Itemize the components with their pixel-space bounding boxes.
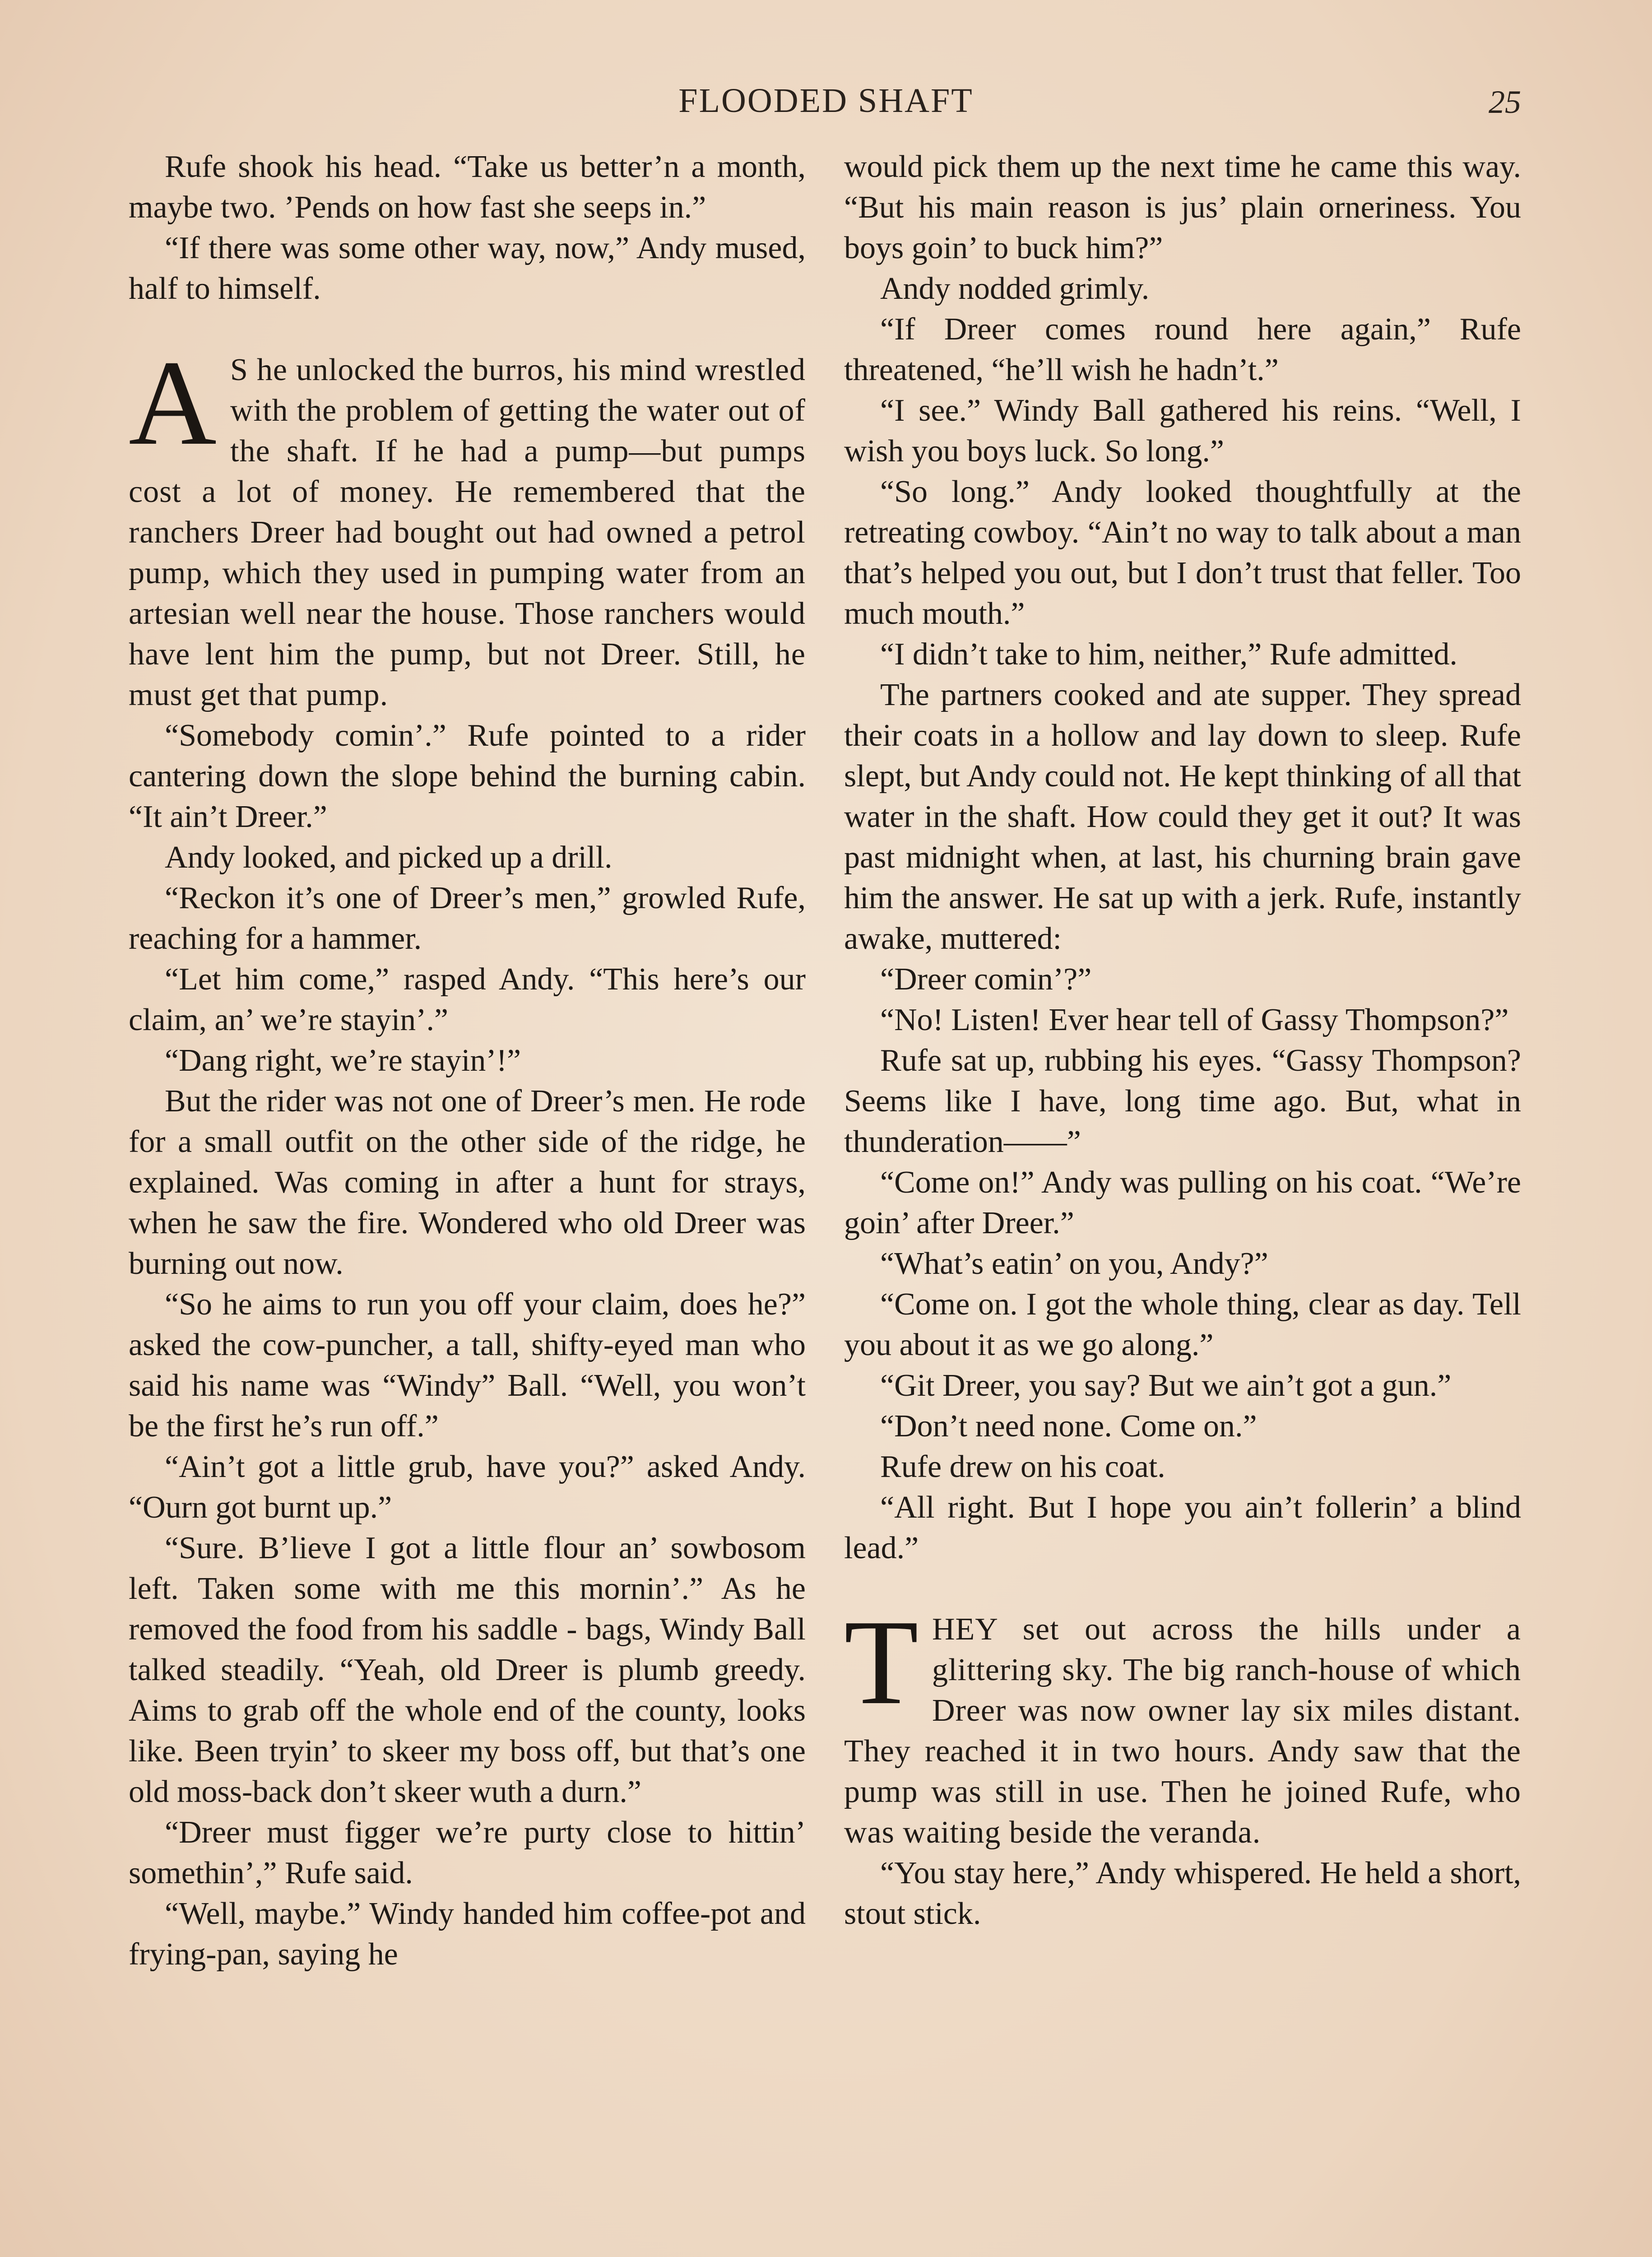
paragraph: “Come on!” Andy was pulling on his coat. “We’re goin’ after Dreer.” <box>844 1165 1521 1240</box>
drop-cap-paragraph <box>129 335 806 715</box>
paragraph: “Ain’t got a little grub, have you?” asked Andy. “Ourn got burnt up.” <box>129 1449 806 1525</box>
paragraph: “Let him come,” rasped Andy. “This here’s our claim, an’ we’re stayin’.” <box>129 962 806 1037</box>
paragraph: “I didn’t take to him, neither,” Rufe admitted. <box>880 637 1457 672</box>
paragraph: “Reckon it’s one of Dreer’s men,” growled Rufe, reaching for a hammer. <box>129 881 806 956</box>
paragraph: “No! Listen! Ever hear tell of Gassy Thompson?” <box>880 1003 1509 1037</box>
paragraph: “All right. But I hope you ain’t follerin’ a blind lead.” <box>844 1490 1521 1565</box>
paragraph: “Come on. I got the whole thing, clear as day. Tell you about it as we go along.” <box>844 1287 1521 1362</box>
paragraph: “So he aims to run you off your claim, does he?” asked the cow-puncher, a tall, shifty-eyed man who said his name was “Windy” Ball. “Well, you won’t be the first he’s run off.” <box>129 1287 806 1444</box>
paragraph: “Don’t need none. Come on.” <box>880 1409 1257 1444</box>
drop-cap-text: S he unlocked the burros, his mind wrestled with the problem of getting the water out of the shaft. If he had a pump—but pumps cost a lot of money. He remembered that the ranchers Dreer had bought out had owned a petrol pump, which they used in pumping water from an artesian well near the house. Those ranchers would have lent him the pump, but not Dreer. Still, he must get that pump. <box>129 353 806 712</box>
page-number: 25 <box>1489 84 1521 120</box>
paragraph: “So long.” Andy looked thoughtfully at the retreating cowboy. “Ain’t no way to talk about a man that’s helped you out, but I don’t trust that feller. Too much mouth.” <box>844 474 1521 631</box>
paragraph: “Git Dreer, you say? But we ain’t got a gun.” <box>880 1368 1452 1403</box>
drop-cap-paragraph <box>844 1595 1521 1853</box>
paragraph: “Dang right, we’re stayin’!” <box>165 1043 521 1078</box>
paragraph: “Somebody comin’.” Rufe pointed to a rider cantering down the slope behind the burning cabin. “It ain’t Dreer.” <box>129 718 806 834</box>
paragraph: “What’s eatin’ on you, Andy?” <box>880 1246 1268 1281</box>
paragraph: The partners cooked and ate supper. They spread their coats in a hollow and lay down to sleep. Rufe slept, but Andy could not. He kept thinking of all that water in the shaft. How could they get it out? It was past midnight when, at last, his churning brain gave him the answer. He sat up with a jerk. Rufe, instantly awake, muttered: <box>844 678 1521 956</box>
right-column <box>844 147 1521 1934</box>
paragraph: “Dreer must figger we’re purty close to hittin’ somethin’,” Rufe said. <box>129 1815 806 1890</box>
paragraph: Andy looked, and picked up a drill. <box>165 840 613 875</box>
paragraph: Andy nodded grimly. <box>880 271 1150 306</box>
paragraph: “If there was some other way, now,” Andy mused, half to himself. <box>129 231 806 306</box>
section-break <box>844 1569 1521 1609</box>
paragraph: Rufe sat up, rubbing his eyes. “Gassy Thompson? Seems like I have, long time ago. But, what in thunderation——” <box>844 1043 1521 1159</box>
paragraph: “Dreer comin’?” <box>880 962 1092 997</box>
section-break <box>129 309 806 350</box>
drop-cap-initial: A <box>129 335 217 470</box>
paragraph: Rufe shook his head. “Take us better’n a month, maybe two. ’Pends on how fast she seeps in.” <box>129 149 806 225</box>
paragraph: “I see.” Windy Ball gathered his reins. “Well, I wish you boys luck. So long.” <box>844 393 1521 469</box>
left-column <box>129 147 806 1975</box>
paragraph: “Well, maybe.” Windy handed him coffee-pot and frying-pan, saying he <box>129 1896 806 1972</box>
paragraph: But the rider was not one of Dreer’s men. He rode for a small outfit on the other side of the ridge, he explained. Was coming in after a hunt for strays, when he saw the fire. Wondered who old Dreer was burning out now. <box>129 1084 806 1281</box>
drop-cap-initial: T <box>844 1595 919 1730</box>
paragraph-continuation: would pick them up the next time he came this way. “But his main reason is jus’ plain orneriness. You boys goin’ to buck him?” <box>844 149 1521 265</box>
running-title: FLOODED SHAFT <box>678 82 974 120</box>
paragraph: “If Dreer comes round here again,” Rufe threatened, “he’ll wish he hadn’t.” <box>844 312 1521 387</box>
paragraph: “You stay here,” Andy whispered. He held a short, stout stick. <box>844 1856 1521 1931</box>
drop-cap-text: HEY set out across the hills under a glittering sky. The big ranch-house of which Dreer was now owner lay six miles distant. They reached it in two hours. Andy saw that the pump was still in use. Then he joined Rufe, who was waiting beside the veranda. <box>844 1612 1521 1850</box>
paragraph: Rufe drew on his coat. <box>880 1449 1165 1484</box>
paragraph: “Sure. B’lieve I got a little flour an’ sowbosom left. Taken some with me this mornin’.” As he removed the food from his saddle - bags, Windy Ball talked steadily. “Yeah, old Dreer is plumb greedy. Aims to grab off the whole end of the county, looks like. Been tryin’ to skeer my boss off, but that’s one old moss-back don’t skeer wuth a durn.” <box>129 1531 806 1809</box>
